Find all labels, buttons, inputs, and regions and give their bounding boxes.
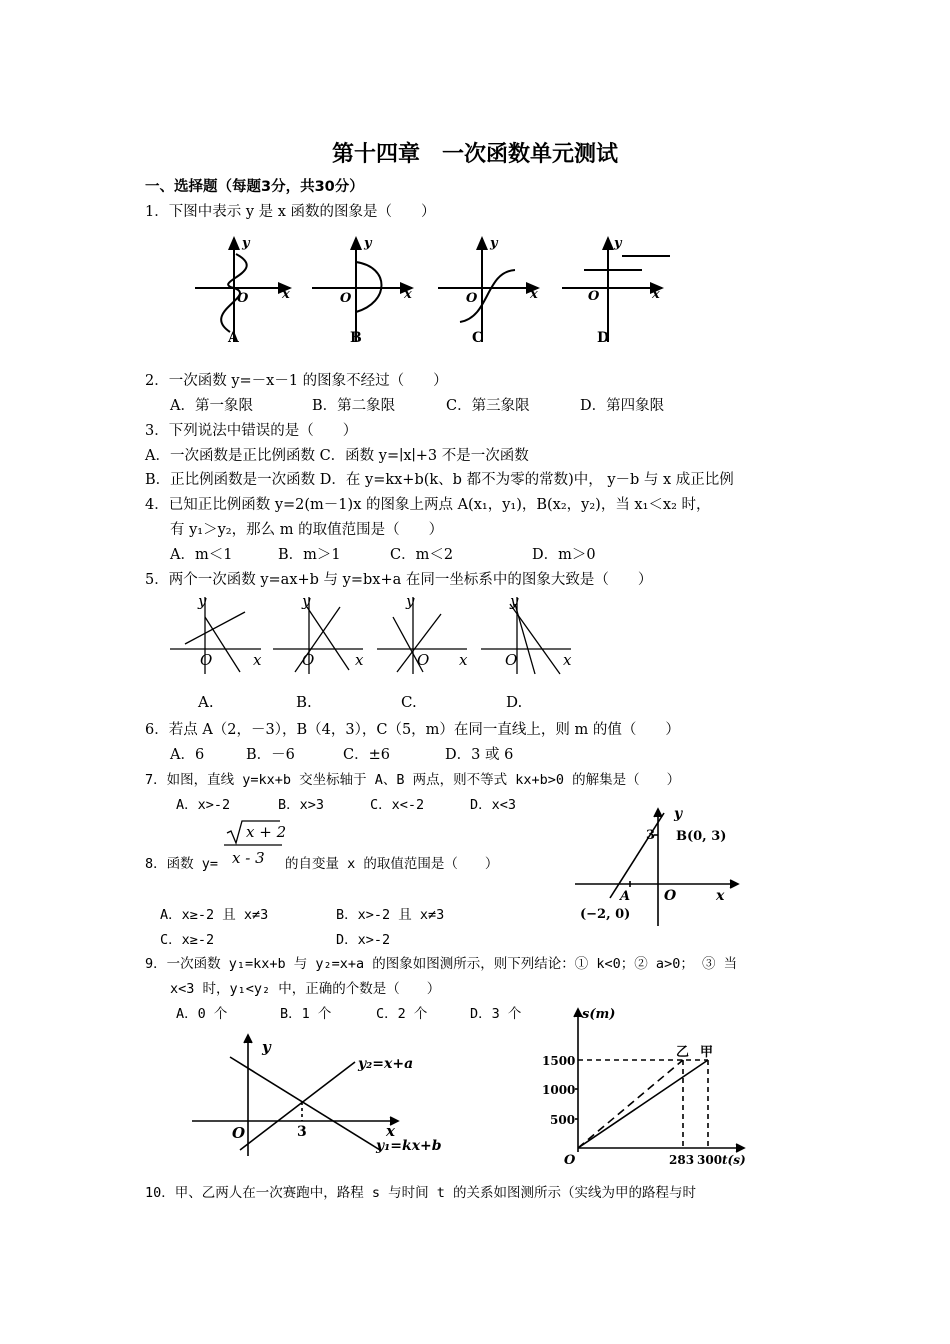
q3-stem: 3．下列说法中错误的是（ ） [145,423,358,439]
q4-option-b: B．m＞1 [278,547,341,563]
svg-text:x: x [386,1122,395,1140]
q8-fraction [222,818,287,870]
q9-figure [190,1032,460,1160]
svg-text:1500: 1500 [542,1054,576,1068]
q4-option-c: C．m＜2 [390,547,454,563]
q9-option-a: A．0 个 [176,1006,228,1022]
q8-option-d: D．x>-2 [336,932,391,948]
svg-text:x: x [404,287,412,302]
q8-numerator: x + 2 [246,823,287,841]
svg-text:x: x [355,651,364,669]
q1-graph-b [312,238,412,342]
q9-stem: 9．一次函数 y₁=kx+b 与 y₂=x+a 的图象如图测所示，则下列结论：① k<0；② a>0； ③ 当 [145,956,738,972]
label-jia: 甲 [700,1045,714,1060]
q2-stem: 2．一次函数 y=－x－1 的图象不经过（ ） [145,373,448,389]
svg-text:283: 283 [669,1153,695,1167]
svg-text:O: O [302,651,315,669]
svg-text:O: O [466,291,478,306]
q6-option-d: D．3 或 6 [445,747,514,763]
svg-text:y: y [510,592,519,610]
q1-option-a: A [228,330,239,346]
svg-text:O: O [505,651,518,669]
section-heading: 一、选择题（每题3分，共30分） [145,179,364,195]
svg-text:y: y [490,236,498,251]
q9-option-d: D．3 个 [470,1006,522,1022]
q5-option-c: C. [401,693,417,711]
q4-option-a: A．m＜1 [170,547,233,563]
q8-option-c: C．x≥-2 [160,932,215,948]
q2-option-a: A．第一象限 [170,398,253,414]
svg-text:3: 3 [297,1124,307,1140]
svg-text:y: y [262,1038,271,1056]
q8-prefix: 8．函数 y= [145,856,219,872]
q9-option-c: C．2 个 [376,1006,428,1022]
svg-text:y: y [302,592,311,610]
svg-text:y: y [674,806,683,822]
svg-text:x: x [652,287,660,302]
q1-option-c: C [472,330,484,346]
q1-stem: 1．下图中表示 y 是 x 函数的图象是（ ） [145,204,436,220]
q5-figures [165,592,585,714]
svg-text:t(s): t(s) [722,1153,746,1167]
q4-option-d: D．m＞0 [532,547,596,563]
q7-figure [570,808,750,930]
svg-text:O: O [340,291,352,306]
svg-text:x: x [253,651,262,669]
svg-text:O: O [200,651,213,669]
svg-text:y: y [198,592,207,610]
q2-option-c: C．第三象限 [446,398,530,414]
q3-line1: A．一次函数是正比例函数 C．函数 y=∣x∣+3 不是一次函数 [145,448,529,464]
svg-text:O: O [588,289,600,304]
q4-stem: 4．已知正比例函数 y=2(m－1)x 的图象上两点 A(x₁，y₁)，B(x₂，y₂)，当 x₁＜x₂ 时， [145,497,711,513]
q1-figures [190,232,680,352]
q9-option-b: B．1 个 [280,1006,332,1022]
svg-text:O: O [232,1124,246,1142]
svg-text:O: O [564,1153,576,1168]
q6-option-a: A．6 [170,747,205,763]
svg-text:y: y [614,236,622,251]
q3-line2: B．正比例函数是一次函数 D．在 y=kx+b(k、b 都不为零的常数)中， y－b 与 x 成正比例 [145,472,734,488]
svg-text:3: 3 [646,828,656,843]
svg-text:x: x [716,888,725,904]
q4-stem2: 有 y₁＞y₂，那么 m 的取值范围是（ ） [170,522,444,538]
q7-option-a: A．x>-2 [176,797,231,813]
svg-text:O: O [417,651,430,669]
q1-graph-c [438,238,538,342]
svg-text:y: y [242,236,250,251]
q8-denominator: x - 3 [232,849,265,867]
svg-text:x: x [282,287,290,302]
svg-text:y: y [364,236,372,251]
svg-text:500: 500 [550,1113,576,1127]
q7-option-c: C．x<-2 [370,797,425,813]
q5-stem: 5．两个一次函数 y=ax+b 与 y=bx+a 在同一坐标系中的图象大致是（ ） [145,572,653,588]
q8-option-b: B．x>-2 且 x≠3 [336,907,445,923]
q10-figure [542,1002,750,1168]
q5-option-d: D. [506,693,523,711]
q2-option-d: D．第四象限 [580,398,665,414]
q1-option-b: B [350,330,362,346]
svg-text:x: x [530,287,538,302]
point-a-label: A [620,889,631,904]
q8-suffix: 的自变量 x 的取值范围是（ ） [285,856,499,872]
svg-text:300: 300 [697,1153,723,1167]
q7-option-d: D．x<3 [470,797,517,813]
point-b-label: B(0, 3) [676,829,727,844]
svg-text:O: O [237,291,249,306]
label-yi: 乙 [676,1045,690,1060]
q8-option-a: A．x≥-2 且 x≠3 [160,907,269,923]
y2-label: y₂=x+a [358,1056,414,1072]
svg-text:1000: 1000 [542,1083,576,1097]
q5-option-a: A. [198,693,214,711]
q1-option-d: D [597,330,610,346]
q7-stem: 7．如图，直线 y=kx+b 交坐标轴于 A、B 两点，则不等式 kx+b>0 的解集是（ ） [145,772,681,788]
svg-text:x: x [563,651,572,669]
q7-option-b: B．x>3 [278,797,325,813]
q10-ylabel: s(m) [582,1007,616,1022]
q6-stem: 6．若点 A（2，－3），B（4，3），C（5，m）在同一直线上，则 m 的值（ ） [145,722,680,738]
svg-text:x: x [459,651,468,669]
svg-text:O: O [664,888,677,904]
q6-option-b: B．－6 [246,747,295,763]
q6-option-c: C．±6 [343,747,390,763]
q2-option-b: B．第二象限 [312,398,396,414]
svg-text:y: y [406,592,415,610]
q10-stem: 10．甲、乙两人在一次赛跑中，路程 s 与时间 t 的关系如图测所示（实线为甲的路程与时 [145,1185,697,1201]
q5-option-b: B. [296,693,312,711]
point-a-coord: (−2, 0) [580,907,631,922]
y1-label: y₁=kx+b [376,1138,442,1154]
page-title: 第十四章 一次函数单元测试 [331,142,618,167]
q1-graph-a [195,238,290,342]
q9-stem2: x<3 时，y₁<y₂ 中，正确的个数是（ ） [170,981,441,997]
